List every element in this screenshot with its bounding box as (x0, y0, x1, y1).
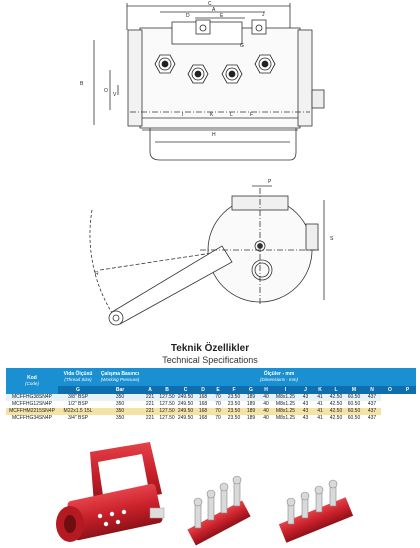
table-cell: 40 (259, 401, 273, 408)
table-cell: 1/2" BSP (58, 401, 98, 408)
dim-label: R (95, 271, 99, 277)
product-photos (0, 432, 420, 548)
col-dim-g: G (243, 386, 259, 394)
table-cell: 23.50 (225, 415, 243, 422)
table-cell: 221 (142, 415, 158, 422)
table-cell: 221 (142, 408, 158, 415)
col-dim-j: J (298, 386, 313, 394)
table-row (6, 394, 416, 401)
table-cell: 23.50 (225, 394, 243, 401)
table-cell: 60.50 (345, 394, 363, 401)
spec-titles (0, 343, 420, 366)
table-cell: 189 (243, 415, 259, 422)
table-cell: 437 (363, 401, 381, 408)
table-cell: 42.50 (327, 394, 345, 401)
table-cell: 40 (259, 408, 273, 415)
table-cell: M8x1.25 (273, 408, 298, 415)
table-cell: 127.50 (159, 415, 175, 421)
dim-label: H (212, 132, 216, 138)
table-cell: 168 (195, 415, 211, 422)
dim-label: D (186, 13, 190, 19)
dim-label: L (230, 112, 233, 118)
dim-label: S (330, 236, 334, 242)
table-cell: 70 (211, 394, 225, 401)
table-cell: M22x1.5 15L (58, 408, 98, 415)
table-cell: 60.50 (345, 408, 363, 415)
table-cell: 70 (211, 408, 225, 415)
col-dim-f: F (225, 386, 243, 394)
table-cell: 221 (142, 394, 158, 401)
table-cell: 437 (363, 394, 381, 401)
table-cell: 127.50 (159, 408, 175, 414)
table-cell: 168 (195, 408, 211, 415)
table-cell: 43 (298, 408, 313, 415)
table-cell: 41 (313, 415, 327, 422)
table-cell: 3/8" BSP (58, 394, 98, 401)
col-dim-o: O (381, 386, 399, 394)
product-photo-plate-2 (279, 480, 353, 543)
table-cell: M8x1.25 (273, 415, 298, 422)
dim-label: C (208, 1, 212, 7)
col-dim-d: D (195, 386, 211, 394)
table-row (6, 415, 416, 422)
table-row (6, 408, 416, 415)
table-cell: 40 (259, 394, 273, 401)
table-cell: 127.50 (159, 401, 175, 407)
title-turkish: Teknik Özellikler (170, 343, 250, 354)
product-code-cell: MCFFHM2215SN4P (6, 408, 58, 415)
spec-table: Kod (Code) Vida Ölçüsü (Thread Size) Çalışma Basıncı (Working Pressure) Ölçüler - mm (Dimensions - mm) G Bar A B C D E F G H I J K L M N O P R MCFFHG38SN4P 3/8" BSP 350 221 127.50 249.50 168 70 23.50 189 40 M8x1.25 43 41 42.50 60.50 437 MCFFHG12SN4P 1/2" BSP 350 221 127.50 249.50 168 70 23.50 189 40 M8x1.25 43 41 42.50 60.50 437 MCFFHM2215SN4P M22x1.5 15L 350 221 127.50 249.50 168 70 23.50 189 40 M8x1.25 43 41 42.50 60.50 437 MCFFHG34SN4P 3/4" BSP 350 221 127.50 249.50 168 70 23.50 189 40 M8x1.25 43 41 42.50 60.50 437 (6, 368, 416, 422)
dim-label: G (240, 43, 244, 49)
dim-label: P (268, 179, 272, 185)
col-dim-m: M (345, 386, 363, 394)
table-cell: 350 (98, 401, 142, 408)
col-code: Kod (Code) (6, 368, 58, 394)
table-cell: 127.50 (159, 394, 175, 400)
title-english: Technical Specifications (162, 355, 258, 365)
dim-label: B (80, 81, 84, 87)
col-pressure-unit: Bar (98, 386, 142, 394)
table-cell: 350 (98, 394, 142, 401)
table-cell: 189 (243, 394, 259, 401)
table-cell: 249.50 (177, 408, 194, 414)
table-cell: 189 (243, 408, 259, 415)
dim-label: J (262, 12, 265, 18)
product-code-cell: MCFFHG12SN4P (6, 401, 58, 408)
table-cell: 43 (298, 394, 313, 401)
table-cell: 437 (363, 415, 381, 422)
table-cell: 437 (363, 408, 381, 415)
table-cell: 249.50 (177, 401, 194, 407)
col-dim-n: N (363, 386, 381, 394)
table-cell: 60.50 (345, 401, 363, 408)
table-cell: 23.50 (225, 408, 243, 415)
spec-table-wrapper (6, 368, 420, 422)
col-dim-p: P (399, 386, 416, 394)
product-photo-assembled (56, 442, 164, 542)
col-pressure: Çalışma Basıncı (Working Pressure) (98, 368, 142, 386)
product-code-cell: MCFFHG38SN4P (6, 394, 58, 401)
col-dim-a: A (142, 386, 158, 394)
table-cell: 249.50 (177, 394, 194, 400)
col-dim-h: H (259, 386, 273, 394)
table-cell: 221 (142, 401, 158, 408)
dim-label: E (220, 13, 224, 19)
table-cell: 3/4" BSP (58, 415, 98, 422)
col-dim-k: K (313, 386, 327, 394)
col-thread: Vida Ölçüsü (Thread Size) (58, 368, 98, 386)
table-cell: 41 (313, 401, 327, 408)
table-cell: 43 (298, 401, 313, 408)
table-cell: 70 (211, 401, 225, 408)
table-cell: 42.50 (327, 415, 345, 422)
table-cell: 189 (243, 401, 259, 408)
table-cell: 350 (98, 408, 142, 415)
col-dim-l: L (327, 386, 345, 394)
col-dim-i: I (273, 386, 298, 394)
table-cell: 42.50 (327, 401, 345, 408)
dim-label: V (113, 92, 117, 98)
table-cell: 168 (195, 394, 211, 401)
table-cell: M8x1.25 (273, 394, 298, 401)
dim-label: I (182, 112, 184, 118)
table-cell: 41 (313, 408, 327, 415)
table-cell: 70 (211, 415, 225, 422)
col-dim-b: B (158, 386, 176, 394)
table-cell: 60.50 (345, 415, 363, 422)
table-cell: 42.50 (327, 408, 345, 415)
product-photo-plate (187, 476, 250, 546)
table-row (6, 401, 416, 408)
col-dim-e: E (211, 386, 225, 394)
table-cell: 41 (313, 394, 327, 401)
col-dimensions: Ölçüler - mm (Dimensions - mm) (142, 368, 416, 386)
table-cell: 23.50 (225, 401, 243, 408)
table-cell: 43 (298, 415, 313, 422)
table-cell: 249.50 (177, 415, 194, 421)
col-dim-c: C (176, 386, 195, 394)
col-thread-unit: G (58, 386, 98, 394)
dim-label: O (104, 88, 108, 94)
dim-label: A (212, 7, 216, 13)
dim-label: K (210, 112, 214, 118)
table-cell: 350 (98, 415, 142, 422)
table-cell: 168 (195, 401, 211, 408)
table-cell: 40 (259, 415, 273, 422)
table-cell: M8x1.25 (273, 401, 298, 408)
dim-label: F (250, 112, 254, 118)
product-code-cell: MCFFHG34SN4P (6, 415, 58, 422)
